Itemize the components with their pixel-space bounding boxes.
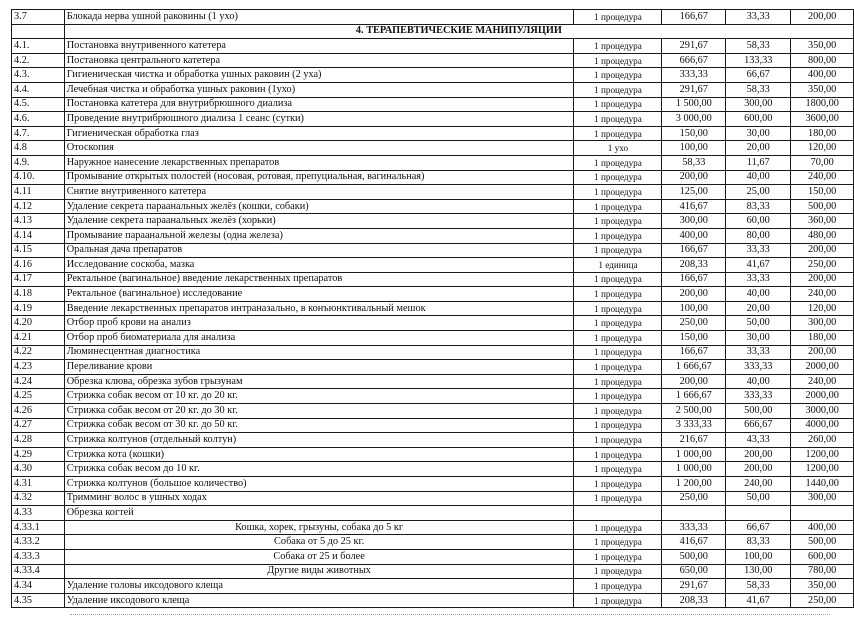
- service-name: Отбор проб биоматериала для анализа: [64, 331, 574, 346]
- service-unit: 1 процедура: [574, 447, 662, 462]
- price-total: 200,00: [791, 243, 854, 258]
- price-vat: 83,33: [726, 535, 791, 550]
- service-name: Исследование соскоба, мазка: [64, 258, 574, 273]
- price-total: 350,00: [791, 82, 854, 97]
- price-total: 200,00: [791, 10, 854, 25]
- service-unit: 1 процедура: [574, 112, 662, 127]
- service-name: Стрижка собак весом от 20 кг. до 30 кг.: [64, 404, 574, 419]
- service-unit: 1 процедура: [574, 374, 662, 389]
- service-code: 4.29: [12, 447, 65, 462]
- service-unit: 1 процедура: [574, 155, 662, 170]
- service-unit: 1 процедура: [574, 126, 662, 141]
- service-unit: 1 процедура: [574, 53, 662, 68]
- price-row: [12, 272, 854, 287]
- price-total: 1440,00: [791, 477, 854, 492]
- service-unit: 1 процедура: [574, 10, 662, 25]
- price-vat: 666,67: [726, 418, 791, 433]
- service-code: 4.31: [12, 477, 65, 492]
- price-vat: 41,67: [726, 593, 791, 608]
- price-vat: 58,33: [726, 82, 791, 97]
- service-code: 4.18: [12, 287, 65, 302]
- service-unit: 1 процедура: [574, 243, 662, 258]
- price-row: [12, 214, 854, 229]
- service-code: 4.3.: [12, 68, 65, 83]
- price-vat: 333,33: [726, 360, 791, 375]
- service-unit: 1 процедура: [574, 360, 662, 375]
- price-base: 1 500,00: [662, 97, 726, 112]
- service-name: Лечебная чистка и обработка ушных раковин (1ухо): [64, 82, 574, 97]
- service-unit: 1 процедура: [574, 287, 662, 302]
- price-vat: 600,00: [726, 112, 791, 127]
- service-unit: 1 процедура: [574, 331, 662, 346]
- price-row: [12, 549, 854, 564]
- service-code: 4.35: [12, 593, 65, 608]
- price-vat: 30,00: [726, 126, 791, 141]
- price-base: 166,67: [662, 345, 726, 360]
- section-title: 4. ТЕРАПЕВТИЧЕСКИЕ МАНИПУЛЯЦИИ: [64, 24, 853, 39]
- service-code: 4.1.: [12, 39, 65, 54]
- service-unit: 1 процедура: [574, 82, 662, 97]
- price-base: 166,67: [662, 272, 726, 287]
- price-base: 200,00: [662, 374, 726, 389]
- service-name: Постановка катетера для внутрибрюшного диализа: [64, 97, 574, 112]
- price-base: 416,67: [662, 535, 726, 550]
- service-name: Отоскопия: [64, 141, 574, 156]
- price-base: 400,00: [662, 228, 726, 243]
- price-vat: 50,00: [726, 316, 791, 331]
- price-total: 500,00: [791, 199, 854, 214]
- price-row: [12, 53, 854, 68]
- price-total: 70,00: [791, 155, 854, 170]
- price-total: 180,00: [791, 126, 854, 141]
- service-name: Наружное нанесение лекарственных препаратов: [64, 155, 574, 170]
- price-vat: 25,00: [726, 185, 791, 200]
- service-code: 4.23: [12, 360, 65, 375]
- section-code-cell: [12, 24, 65, 39]
- price-base: 500,00: [662, 549, 726, 564]
- service-name: Постановка центрального катетера: [64, 53, 574, 68]
- price-base: 291,67: [662, 39, 726, 54]
- price-total: [791, 506, 854, 521]
- service-code: 4.6.: [12, 112, 65, 127]
- price-row: [12, 112, 854, 127]
- price-base: 166,67: [662, 243, 726, 258]
- price-vat: 130,00: [726, 564, 791, 579]
- service-name: Обрезка клюва, обрезка зубов грызунам: [64, 374, 574, 389]
- price-vat: 20,00: [726, 301, 791, 316]
- price-row: [12, 535, 854, 550]
- service-code: 4.22: [12, 345, 65, 360]
- service-name: Введение лекарственных препаратов интраназально, в конъюнктивальный мешок: [64, 301, 574, 316]
- price-base: 300,00: [662, 214, 726, 229]
- service-name: Оральная дача препаратов: [64, 243, 574, 258]
- price-base: 291,67: [662, 82, 726, 97]
- service-code: 4.24: [12, 374, 65, 389]
- price-base: 1 000,00: [662, 447, 726, 462]
- page-bottom-edge: [70, 614, 830, 616]
- price-row: [12, 126, 854, 141]
- service-unit: 1 процедура: [574, 345, 662, 360]
- service-unit: 1 ухо: [574, 141, 662, 156]
- service-code: 4.16: [12, 258, 65, 273]
- price-base: 200,00: [662, 170, 726, 185]
- service-name: Переливание крови: [64, 360, 574, 375]
- price-vat: 50,00: [726, 491, 791, 506]
- price-row: [12, 39, 854, 54]
- service-name: Тримминг волос в ушных ходах: [64, 491, 574, 506]
- price-row: [12, 316, 854, 331]
- service-unit: 1 процедура: [574, 185, 662, 200]
- service-code: 4.14: [12, 228, 65, 243]
- price-vat: 40,00: [726, 374, 791, 389]
- service-unit: 1 процедура: [574, 199, 662, 214]
- service-unit: [574, 506, 662, 521]
- service-unit: 1 процедура: [574, 272, 662, 287]
- price-total: 240,00: [791, 287, 854, 302]
- price-row: [12, 374, 854, 389]
- service-name: Кошка, хорек, грызуны, собака до 5 кг: [64, 520, 574, 535]
- price-vat: 58,33: [726, 579, 791, 594]
- price-total: 1800,00: [791, 97, 854, 112]
- service-name: Снятие внутривенного катетера: [64, 185, 574, 200]
- price-list-sheet: [11, 9, 854, 608]
- price-vat: 80,00: [726, 228, 791, 243]
- price-total: 2000,00: [791, 389, 854, 404]
- price-base: 2 500,00: [662, 404, 726, 419]
- service-unit: 1 процедура: [574, 433, 662, 448]
- price-vat: 300,00: [726, 97, 791, 112]
- price-row: [12, 287, 854, 302]
- price-base: 666,67: [662, 53, 726, 68]
- service-unit: 1 процедура: [574, 301, 662, 316]
- price-vat: 333,33: [726, 389, 791, 404]
- price-row: [12, 579, 854, 594]
- price-base: 3 333,33: [662, 418, 726, 433]
- price-row: [12, 418, 854, 433]
- price-total: 120,00: [791, 301, 854, 316]
- price-vat: 66,67: [726, 520, 791, 535]
- price-row: [12, 258, 854, 273]
- price-base: 58,33: [662, 155, 726, 170]
- service-unit: 1 процедура: [574, 535, 662, 550]
- price-row: [12, 520, 854, 535]
- service-name: Другие виды животных: [64, 564, 574, 579]
- service-name: Стрижка собак весом до 10 кг.: [64, 462, 574, 477]
- price-vat: 240,00: [726, 477, 791, 492]
- service-unit: 1 процедура: [574, 477, 662, 492]
- price-base: 416,67: [662, 199, 726, 214]
- price-base: 1 200,00: [662, 477, 726, 492]
- price-vat: 33,33: [726, 10, 791, 25]
- price-vat: 200,00: [726, 447, 791, 462]
- service-unit: 1 процедура: [574, 316, 662, 331]
- price-total: 360,00: [791, 214, 854, 229]
- price-total: 260,00: [791, 433, 854, 448]
- price-table-body: [12, 10, 854, 608]
- price-vat: 200,00: [726, 462, 791, 477]
- price-base: 291,67: [662, 579, 726, 594]
- price-base: 3 000,00: [662, 112, 726, 127]
- service-unit: 1 процедура: [574, 579, 662, 594]
- service-name: Люминесцентная диагностика: [64, 345, 574, 360]
- service-code: 4.2.: [12, 53, 65, 68]
- service-name: Стрижка колтунов (отдельный колтун): [64, 433, 574, 448]
- price-total: 400,00: [791, 520, 854, 535]
- price-row: [12, 506, 854, 521]
- price-total: 3600,00: [791, 112, 854, 127]
- service-name: Удаление секрета параанальных желёз (кошки, собаки): [64, 199, 574, 214]
- price-vat: 133,33: [726, 53, 791, 68]
- price-row: [12, 389, 854, 404]
- service-unit: 1 процедура: [574, 228, 662, 243]
- price-base: 250,00: [662, 491, 726, 506]
- service-code: 4.9.: [12, 155, 65, 170]
- service-code: 4.32: [12, 491, 65, 506]
- section-header-row: [12, 24, 854, 39]
- service-name: Обрезка когтей: [64, 506, 574, 521]
- price-row: [12, 462, 854, 477]
- price-vat: [726, 506, 791, 521]
- price-total: 250,00: [791, 258, 854, 273]
- price-base: 200,00: [662, 287, 726, 302]
- price-row: [12, 199, 854, 214]
- price-base: 333,33: [662, 520, 726, 535]
- price-vat: 33,33: [726, 345, 791, 360]
- service-name: Гигиеническая чистка и обработка ушных раковин (2 уха): [64, 68, 574, 83]
- price-base: 650,00: [662, 564, 726, 579]
- price-total: 240,00: [791, 374, 854, 389]
- price-total: 3000,00: [791, 404, 854, 419]
- service-unit: 1 процедура: [574, 404, 662, 419]
- price-base: 1 666,67: [662, 360, 726, 375]
- price-total: 480,00: [791, 228, 854, 243]
- service-name: Проведение внутрибрюшного диализа 1 сеанс (сутки): [64, 112, 574, 127]
- price-total: 180,00: [791, 331, 854, 346]
- price-total: 200,00: [791, 272, 854, 287]
- price-row: [12, 97, 854, 112]
- service-code: 4.20: [12, 316, 65, 331]
- service-name: Удаление секрета параанальных желёз (хорьки): [64, 214, 574, 229]
- price-row: [12, 404, 854, 419]
- price-total: 350,00: [791, 39, 854, 54]
- service-code: 4.33: [12, 506, 65, 521]
- price-row: [12, 155, 854, 170]
- service-unit: 1 процедура: [574, 389, 662, 404]
- service-unit: 1 процедура: [574, 593, 662, 608]
- price-vat: 60,00: [726, 214, 791, 229]
- price-total: 150,00: [791, 185, 854, 200]
- service-unit: 1 процедура: [574, 549, 662, 564]
- price-total: 120,00: [791, 141, 854, 156]
- service-unit: 1 процедура: [574, 462, 662, 477]
- price-vat: 40,00: [726, 170, 791, 185]
- price-base: 100,00: [662, 301, 726, 316]
- service-unit: 1 процедура: [574, 418, 662, 433]
- service-name: Удаление головы иксодового клеща: [64, 579, 574, 594]
- service-name: Стрижка собак весом от 30 кг. до 50 кг.: [64, 418, 574, 433]
- price-row: [12, 564, 854, 579]
- service-name: Удаление иксодового клеща: [64, 593, 574, 608]
- service-code: 4.30: [12, 462, 65, 477]
- service-code: 4.28: [12, 433, 65, 448]
- price-total: 1200,00: [791, 462, 854, 477]
- price-base: 150,00: [662, 331, 726, 346]
- service-code: 4.33.3: [12, 549, 65, 564]
- price-row: [12, 301, 854, 316]
- price-row: [12, 491, 854, 506]
- price-base: 1 000,00: [662, 462, 726, 477]
- service-unit: 1 процедура: [574, 214, 662, 229]
- service-code: 4.25: [12, 389, 65, 404]
- service-code: 4.19: [12, 301, 65, 316]
- service-code: 4.33.1: [12, 520, 65, 535]
- service-name: Стрижка собак весом от 10 кг. до 20 кг.: [64, 389, 574, 404]
- price-base: [662, 506, 726, 521]
- price-total: 300,00: [791, 491, 854, 506]
- price-vat: 58,33: [726, 39, 791, 54]
- price-vat: 33,33: [726, 243, 791, 258]
- service-name: Собака от 25 и более: [64, 549, 574, 564]
- service-unit: 1 процедура: [574, 97, 662, 112]
- service-code: 4.12: [12, 199, 65, 214]
- price-base: 100,00: [662, 141, 726, 156]
- price-table: [11, 9, 854, 608]
- price-base: 208,33: [662, 593, 726, 608]
- price-total: 300,00: [791, 316, 854, 331]
- service-unit: 1 процедура: [574, 170, 662, 185]
- service-name: Промывание открытых полостей (носовая, ротовая, препуциальная, вагинальная): [64, 170, 574, 185]
- price-row: [12, 68, 854, 83]
- price-total: 500,00: [791, 535, 854, 550]
- price-row: [12, 331, 854, 346]
- price-total: 1200,00: [791, 447, 854, 462]
- price-row: [12, 433, 854, 448]
- price-vat: 43,33: [726, 433, 791, 448]
- service-code: 4.13: [12, 214, 65, 229]
- service-unit: 1 процедура: [574, 564, 662, 579]
- service-unit: 1 единица: [574, 258, 662, 273]
- service-code: 4.27: [12, 418, 65, 433]
- service-code: 4.26: [12, 404, 65, 419]
- price-base: 333,33: [662, 68, 726, 83]
- service-code: 4.8: [12, 141, 65, 156]
- service-code: 3.7: [12, 10, 65, 25]
- price-vat: 40,00: [726, 287, 791, 302]
- service-name: Стрижка кота (кошки): [64, 447, 574, 462]
- price-vat: 66,67: [726, 68, 791, 83]
- price-total: 400,00: [791, 68, 854, 83]
- service-code: 4.11: [12, 185, 65, 200]
- price-row: [12, 243, 854, 258]
- service-name: Промывание параанальной железы (одна железа): [64, 228, 574, 243]
- price-vat: 83,33: [726, 199, 791, 214]
- price-total: 240,00: [791, 170, 854, 185]
- price-vat: 500,00: [726, 404, 791, 419]
- price-base: 125,00: [662, 185, 726, 200]
- price-row: [12, 10, 854, 25]
- price-vat: 33,33: [726, 272, 791, 287]
- service-name: Блокада нерва ушной раковины (1 ухо): [64, 10, 574, 25]
- price-base: 150,00: [662, 126, 726, 141]
- price-row: [12, 228, 854, 243]
- service-name: Собака от 5 до 25 кг.: [64, 535, 574, 550]
- price-row: [12, 170, 854, 185]
- price-total: 780,00: [791, 564, 854, 579]
- service-unit: 1 процедура: [574, 68, 662, 83]
- service-code: 4.15: [12, 243, 65, 258]
- service-code: 4.34: [12, 579, 65, 594]
- price-total: 350,00: [791, 579, 854, 594]
- service-code: 4.7.: [12, 126, 65, 141]
- price-row: [12, 185, 854, 200]
- price-row: [12, 447, 854, 462]
- service-code: 4.17: [12, 272, 65, 287]
- service-code: 4.33.2: [12, 535, 65, 550]
- service-code: 4.10.: [12, 170, 65, 185]
- price-vat: 20,00: [726, 141, 791, 156]
- price-total: 2000,00: [791, 360, 854, 375]
- price-base: 166,67: [662, 10, 726, 25]
- service-code: 4.5.: [12, 97, 65, 112]
- price-row: [12, 141, 854, 156]
- price-vat: 11,67: [726, 155, 791, 170]
- price-total: 4000,00: [791, 418, 854, 433]
- service-code: 4.21: [12, 331, 65, 346]
- price-total: 800,00: [791, 53, 854, 68]
- price-row: [12, 360, 854, 375]
- price-total: 250,00: [791, 593, 854, 608]
- service-name: Ректальное (вагинальное) введение лекарственных препаратов: [64, 272, 574, 287]
- service-name: Ректальное (вагинальное) исследование: [64, 287, 574, 302]
- price-total: 600,00: [791, 549, 854, 564]
- service-name: Отбор проб крови на анализ: [64, 316, 574, 331]
- service-name: Гигиеническая обработка глаз: [64, 126, 574, 141]
- price-total: 200,00: [791, 345, 854, 360]
- service-unit: 1 процедура: [574, 39, 662, 54]
- price-base: 216,67: [662, 433, 726, 448]
- price-base: 250,00: [662, 316, 726, 331]
- price-base: 208,33: [662, 258, 726, 273]
- service-unit: 1 процедура: [574, 491, 662, 506]
- price-vat: 100,00: [726, 549, 791, 564]
- service-code: 4.4.: [12, 82, 65, 97]
- price-vat: 30,00: [726, 331, 791, 346]
- price-row: [12, 593, 854, 608]
- service-name: Стрижка колтунов (большое количество): [64, 477, 574, 492]
- service-unit: 1 процедура: [574, 520, 662, 535]
- price-vat: 41,67: [726, 258, 791, 273]
- price-row: [12, 477, 854, 492]
- service-code: 4.33.4: [12, 564, 65, 579]
- price-row: [12, 82, 854, 97]
- price-row: [12, 345, 854, 360]
- price-base: 1 666,67: [662, 389, 726, 404]
- service-name: Постановка внутривенного катетера: [64, 39, 574, 54]
